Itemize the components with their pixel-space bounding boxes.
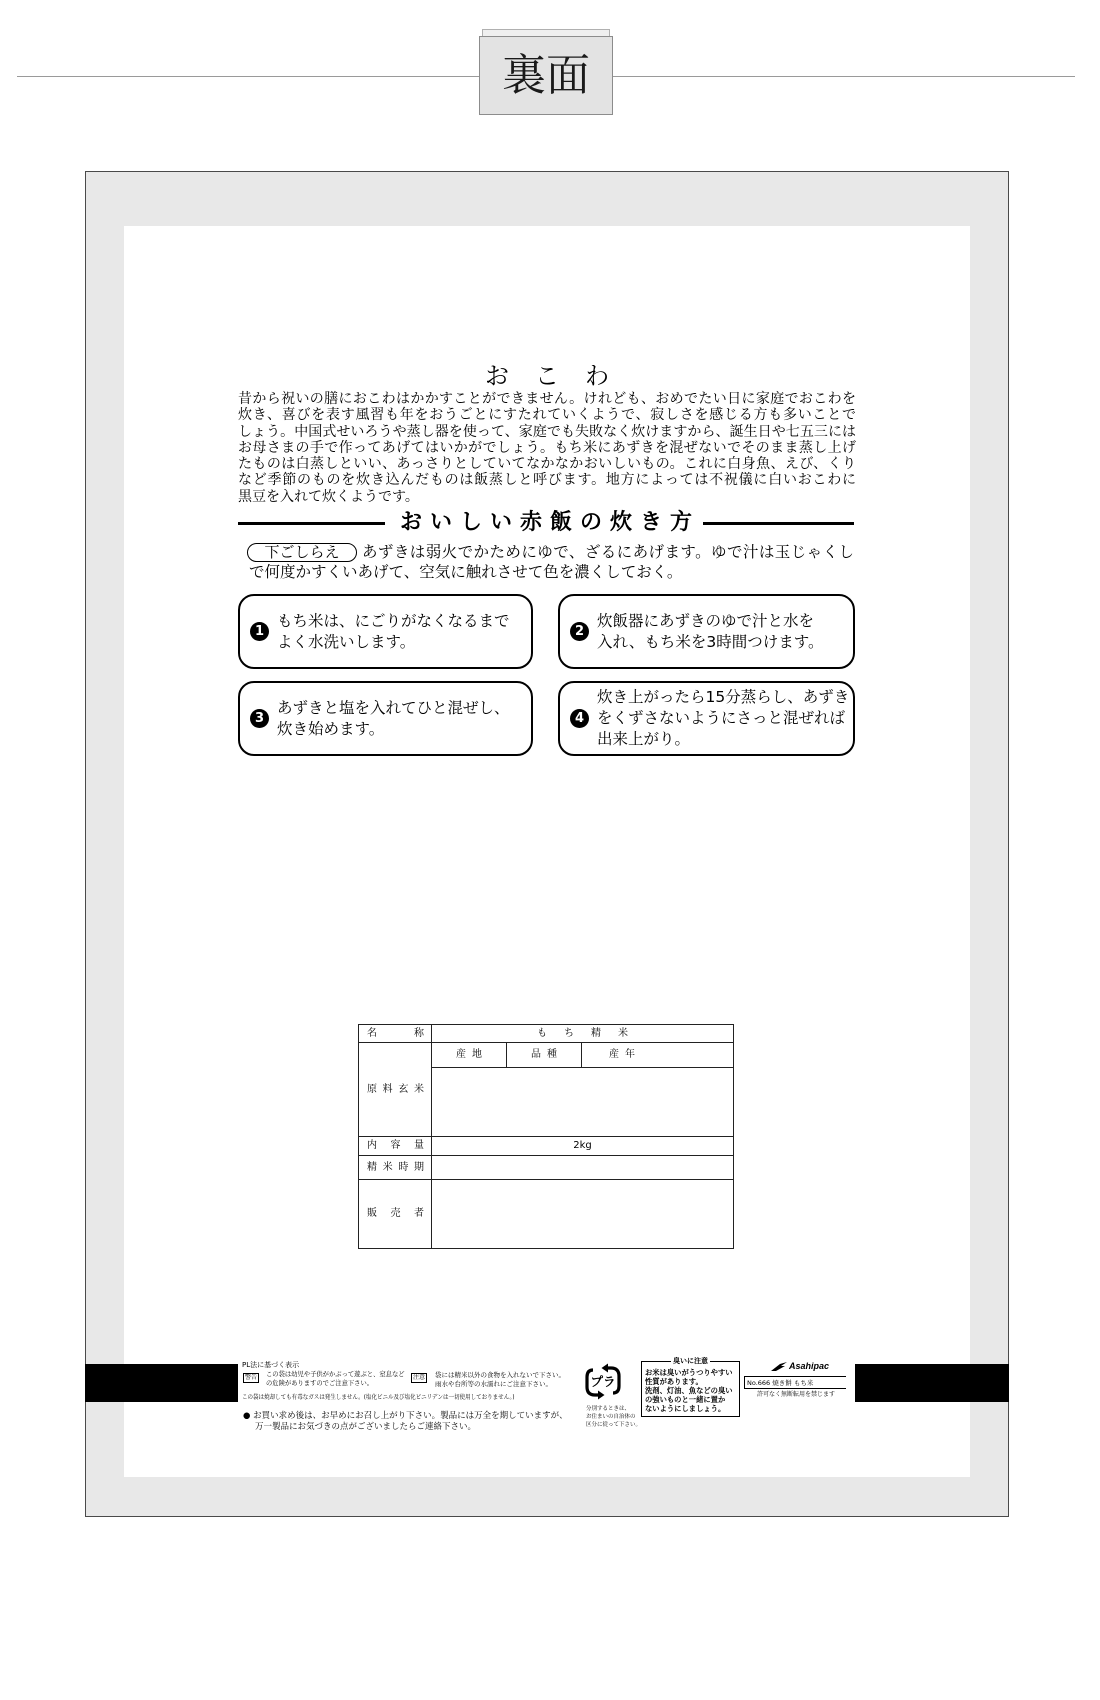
intro-paragraph	[238, 391, 856, 505]
step-box-4	[558, 681, 855, 756]
table-divider	[359, 1136, 733, 1137]
caution-line: 雨水や台所等の水濡れにご注意下さい。	[435, 1379, 552, 1388]
table-divider	[359, 1179, 733, 1180]
asahipac-logo-icon	[771, 1362, 787, 1371]
intro-line: しょう。中国式せいろうや蒸し器を使って、家庭でも失敗なく炊けますから、誕生日や七五三には	[238, 423, 856, 440]
seller-label: 販売者	[367, 1208, 424, 1219]
step-text	[597, 611, 824, 653]
caution-text	[435, 1371, 565, 1388]
step-number-icon: 2	[570, 622, 589, 641]
maker-logo	[771, 1361, 829, 1372]
step-number-icon: 3	[250, 709, 269, 728]
prep-text-line: あずきは弱火でかためにゆで、ざるにあげます。ゆで汁は玉じゃくし	[362, 543, 854, 561]
step-line: もち米は、にごりがなくなるまで	[277, 611, 510, 630]
intro-line: お母さまの手で作ってあげてはいかがでしょう。もち米にあずきを混ぜないでそのまま蒸し上げ	[238, 439, 856, 456]
quality-label-table	[358, 1024, 734, 1249]
intro-line: 昔から祝いの膳におこわはかかすことができません。けれども、おめでたい日に家庭でおこわを	[238, 391, 856, 407]
odor-warning-text	[645, 1368, 733, 1413]
black-band-right	[855, 1364, 1009, 1402]
warning-line: の危険がありますのでご注意下さい。	[266, 1379, 374, 1387]
recipe-heading: おいしい赤飯の炊き方	[399, 510, 700, 535]
content-label: 内容量	[367, 1140, 424, 1151]
intro-line: 黒豆を入れて炊くようです。	[238, 488, 419, 505]
copyright-note: 許可なく無断転用を禁じます	[757, 1391, 836, 1398]
prep-text-line: で何度かすくいあげて、空気に触れさせて色を濃くしておく。	[249, 563, 683, 581]
step-line: 炊飯器にあずきのゆで汁と水を	[597, 611, 815, 630]
step-line: よく水洗いします。	[277, 632, 416, 651]
odor-warning-box	[641, 1357, 740, 1417]
recycle-line: 区分に従って下さい。	[586, 1422, 642, 1428]
caution-tag: 注意	[413, 1374, 426, 1381]
odor-warning-title-text: 臭いに注意	[673, 1357, 708, 1365]
intro-line: など季節のものを炊き込んだものは飯蒸しと呼びます。地方によっては不祝儀に白いおこわに	[238, 472, 856, 489]
step-line: 炊き始めます。	[277, 719, 385, 738]
warning-line: この袋は幼児や子供がかぶって遊ぶと、窒息など	[266, 1371, 405, 1378]
maker-logo-text: Asahipac	[789, 1361, 830, 1371]
recycle-instructions	[586, 1405, 641, 1429]
caution-line: 袋には精米以外の食物を入れないで下さい。	[435, 1371, 565, 1379]
name-value: もち精米	[537, 1027, 645, 1039]
origin-header-region: 産地	[456, 1049, 488, 1060]
recycle-line: 分別するときは、	[586, 1406, 631, 1412]
step-box-1	[238, 594, 533, 669]
black-band-left	[85, 1364, 238, 1402]
intro-title: おこわ	[485, 362, 635, 390]
step-text	[277, 611, 510, 653]
odor-line: ないようにしましょう。	[645, 1404, 726, 1413]
back-side-tab: 裏面	[479, 36, 613, 115]
pla-recycle-icon	[583, 1361, 623, 1402]
product-code: No.666 焼き餅 もち米	[744, 1376, 846, 1389]
odor-line: 洗剤、灯油、魚などの臭い	[645, 1386, 733, 1395]
table-divider	[431, 1067, 733, 1068]
step-box-2	[558, 594, 855, 669]
origin-header-variety: 品種	[531, 1049, 563, 1060]
step-text	[277, 698, 510, 740]
odor-line: 性質があります。	[645, 1377, 703, 1386]
step-line: をくずさないようにさっと混ぜれば	[597, 709, 846, 727]
recycle-mark-text: プラ	[590, 1374, 616, 1389]
prep-label: 下ごしらえ	[247, 543, 357, 562]
intro-line: 炊き、喜びを表す風習も年をおうごとにすたれていくようで、寂しさを感じる方も多いことで	[238, 407, 856, 424]
step-line: あずきと塩を入れてひと混ぜし、	[277, 698, 510, 717]
warning-tag: 警告	[245, 1374, 258, 1381]
step-line: 出来上がり。	[597, 730, 691, 748]
heading-rule-left	[238, 522, 385, 525]
step-line: 炊き上がったら15分蒸らし、あずき	[597, 688, 850, 706]
odor-line: お米は臭いがうつりやすい	[645, 1368, 733, 1377]
warning-text	[266, 1371, 405, 1388]
milling-date-label: 精米時期	[367, 1161, 424, 1173]
purchase-note: 万一製品にお気づきの点がございましたらご連絡下さい。	[255, 1422, 477, 1432]
pl-title: PL法に基づく表示	[242, 1361, 300, 1369]
purchase-note: ● お買い求め後は、お早めにお召し上がり下さい。製品には万全を期していますが、	[243, 1411, 568, 1421]
heading-rule-right	[703, 522, 854, 525]
origin-header-year: 産年	[609, 1049, 641, 1060]
odor-line: の強いものと一緒に置か	[645, 1395, 726, 1404]
recycle-line: お住まいの自治体の	[586, 1414, 636, 1420]
step-line: 入れ、もち米を3時間つけます。	[597, 632, 824, 651]
step-number-icon: 4	[570, 709, 589, 728]
step-box-3	[238, 681, 533, 756]
table-divider	[359, 1042, 733, 1043]
odor-warning-title	[642, 1357, 739, 1366]
origin-label: 原料玄米	[367, 1083, 424, 1095]
step-text	[597, 687, 849, 750]
content-value: 2kg	[573, 1140, 592, 1151]
incineration-note: この袋は焼却しても有毒なガスは発生しません。(塩化ビニル及び塩化ビニリデンは一切使用しておりません。)	[242, 1394, 515, 1401]
intro-line: たものは白蒸しといい、あっさりとしていてなかなかおいしいもの。これに白身魚、えび、くり	[238, 456, 856, 473]
step-number-icon: 1	[250, 622, 269, 641]
table-divider	[359, 1155, 733, 1156]
name-label: 名称	[367, 1027, 424, 1039]
